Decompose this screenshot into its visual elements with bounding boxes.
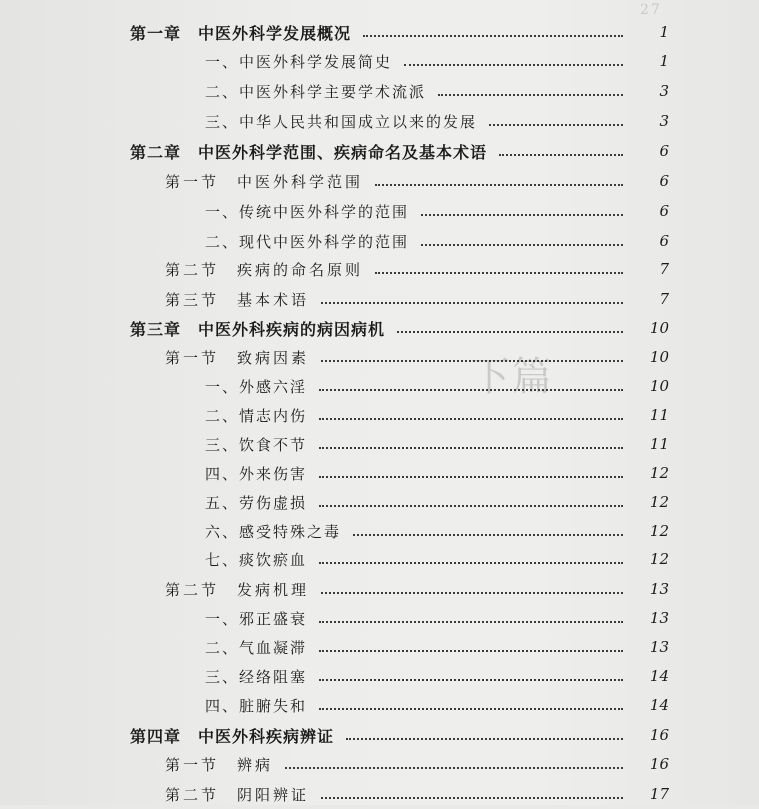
toc-item (0, 603, 759, 633)
toc-entry-title: 一、外感六淫 (205, 377, 308, 396)
dot-leader (375, 272, 623, 274)
toc-page-number: 16 (649, 726, 669, 744)
toc-entry-title: 第一节 致病因素 (165, 348, 310, 367)
toc-item (0, 632, 759, 662)
toc-entry-title: 第二节 疾病的命名原则 (165, 260, 364, 279)
dot-leader (319, 418, 623, 420)
toc-chapter (0, 17, 759, 47)
dot-leader (321, 797, 623, 799)
toc-page-number: 10 (649, 348, 669, 366)
dot-leader (421, 244, 623, 246)
dot-leader (321, 592, 623, 594)
toc-entry-title: 第二章 中医外科学范围、疾病命名及基本术语 (130, 142, 488, 162)
toc-page-number: 12 (649, 464, 669, 482)
dot-leader (346, 738, 623, 740)
toc-page-number: 17 (649, 785, 669, 803)
bleed-through-text: 下篇 (470, 354, 554, 400)
toc-page-number: 16 (649, 755, 669, 773)
toc-page-number: 13 (649, 638, 669, 656)
dot-leader (438, 94, 623, 96)
toc-entry-title: 第二节 阴阳辨证 (165, 785, 310, 804)
toc-entry-title: 第一节 辨病 (165, 755, 274, 774)
toc-item (0, 76, 759, 106)
toc-section (0, 166, 759, 196)
toc-page-number: 12 (649, 550, 669, 568)
toc-entry-title: 第一节 中医外科学范围 (165, 172, 364, 191)
toc-page-number: 6 (659, 142, 669, 160)
toc-item (0, 661, 759, 691)
dot-leader (397, 331, 623, 333)
dot-leader (319, 650, 623, 652)
toc-entry-title: 二、现代中医外科学的范围 (205, 232, 410, 251)
toc-page-number: 6 (659, 172, 669, 190)
toc-page-number: 7 (659, 290, 669, 308)
toc-page-number: 1 (659, 23, 669, 41)
toc-page-number: 13 (649, 609, 669, 627)
toc-page-number: 7 (659, 260, 669, 278)
dot-leader (489, 124, 623, 126)
toc-entry-title: 七、痰饮瘀血 (205, 550, 308, 569)
toc-item (0, 458, 759, 488)
toc-entry-title: 六、感受特殊之毒 (205, 522, 342, 541)
toc-page-number: 10 (649, 319, 669, 337)
toc-entry-title: 三、中华人民共和国成立以来的发展 (205, 112, 478, 131)
toc-entry-title: 四、脏腑失和 (205, 696, 308, 715)
toc-section (0, 342, 759, 372)
dot-leader (285, 767, 623, 769)
toc-item (0, 429, 759, 459)
toc-entry-title: 二、中医外科学主要学术流派 (205, 82, 427, 101)
dot-leader (319, 505, 623, 507)
toc-section (0, 749, 759, 779)
toc-entry-title: 第二节 发病机理 (165, 580, 310, 599)
toc-item (0, 544, 759, 574)
toc-item (0, 196, 759, 226)
toc-page-number: 6 (659, 232, 669, 250)
toc-item (0, 106, 759, 136)
toc-entry-title: 第三节 基本术语 (165, 290, 310, 309)
dot-leader (375, 184, 623, 186)
toc-page-number: 12 (649, 493, 669, 511)
toc-page-number: 6 (659, 202, 669, 220)
toc-chapter (0, 136, 759, 166)
toc-entry-title: 第四章 中医外科疾病辨证 (130, 726, 335, 746)
dot-leader (363, 35, 623, 37)
toc-entry-title: 第三章 中医外科疾病的病因病机 (130, 319, 386, 339)
toc-section (0, 284, 759, 314)
dot-leader (353, 534, 623, 536)
toc-page-number: 14 (649, 667, 669, 685)
toc-item (0, 226, 759, 256)
toc-entry-title: 四、外来伤害 (205, 464, 308, 483)
toc-entry-title: 三、饮食不节 (205, 435, 308, 454)
toc-entry-title: 五、劳伤虚损 (205, 493, 308, 512)
toc-page-number: 3 (659, 82, 669, 100)
toc-page-number: 1 (659, 52, 669, 70)
toc-page-number: 12 (649, 522, 669, 540)
dot-leader (319, 562, 623, 564)
toc-item (0, 400, 759, 430)
dot-leader (404, 64, 623, 66)
toc-item (0, 487, 759, 517)
toc-section (0, 574, 759, 604)
toc-page-number: 11 (649, 435, 669, 453)
dot-leader (421, 214, 623, 216)
toc-entry-title: 三、经络阻塞 (205, 667, 308, 686)
dot-leader (499, 154, 623, 156)
dot-leader (319, 621, 623, 623)
toc-chapter (0, 720, 759, 750)
toc-item (0, 516, 759, 546)
dot-leader (319, 447, 623, 449)
toc-page-number: 10 (649, 377, 669, 395)
dot-leader (319, 679, 623, 681)
toc-page-number: 11 (649, 406, 669, 424)
toc-section (0, 254, 759, 284)
toc-item (0, 690, 759, 720)
dot-leader (319, 389, 623, 391)
bleed-through-text: 27 (640, 2, 662, 18)
toc-entry-title: 二、气血凝滞 (205, 638, 308, 657)
dot-leader (321, 302, 623, 304)
toc-item (0, 46, 759, 76)
toc-item (0, 371, 759, 401)
dot-leader (319, 476, 623, 478)
toc-entry-title: 第一章 中医外科学发展概况 (130, 23, 352, 43)
dot-leader (319, 708, 623, 710)
toc-page-number: 13 (649, 580, 669, 598)
toc-entry-title: 一、传统中医外科学的范围 (205, 202, 410, 221)
toc-entry-title: 一、邪正盛衰 (205, 609, 308, 628)
toc-page-number: 3 (659, 112, 669, 130)
toc-chapter (0, 313, 759, 343)
toc-entry-title: 一、中医外科学发展简史 (205, 52, 393, 71)
dot-leader (321, 360, 623, 362)
toc-page-number: 14 (649, 696, 669, 714)
toc-entry-title: 二、情志内伤 (205, 406, 308, 425)
